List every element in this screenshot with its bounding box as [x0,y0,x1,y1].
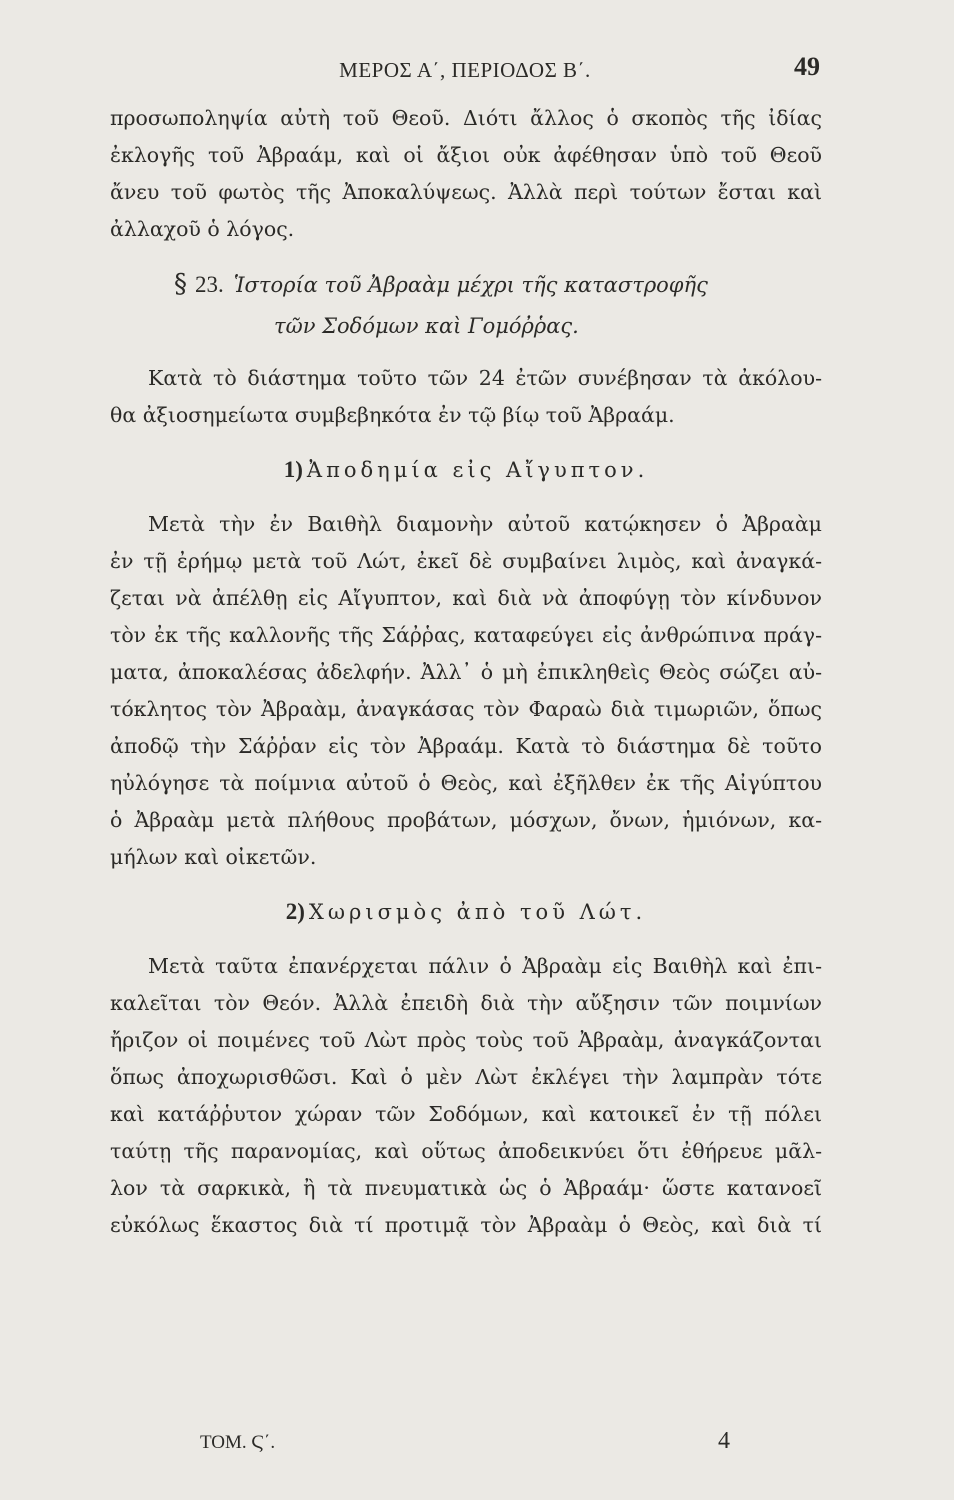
page-footer [200,1428,730,1464]
text-line: Κατὰ τὸ διάστημα τοῦτο τῶν 24 ἐτῶν συνέβησαν τὰ ἀκόλου- [148,366,822,390]
text-line: ἤριζον οἱ ποιμένες τοῦ Λὼτ πρὸς τοὺς τοῦ Ἀβραὰμ, ἀναγκάζονται [110,1028,822,1052]
spacer [110,876,822,890]
subsection-heading [110,448,822,492]
text-line: τόκλητος τὸν Ἀβραὰμ, ἀναγκάσας τὸν Φαραὼ διὰ τιμωριῶν, ὅπως [110,697,822,721]
text-line: μήλων καὶ οἰκετῶν. [110,845,317,869]
page-number: 49 [794,52,820,81]
text-line: καὶ κατάῤῥυτον χώραν τῶν Σοδόμων, καὶ κατοικεῖ ἐν τῇ πόλει [110,1102,822,1126]
text-line: ματα, ἀποκαλέσας ἀδελφήν. Ἀλλ᾽ ὁ μὴ ἐπικληθεὶς Θεὸς σώζει αὐ- [110,660,822,684]
text-line: Μετὰ τὴν ἐν Βαιθὴλ διαμονὴν αὐτοῦ κατῴκησεν ὁ Ἀβραὰμ [148,512,822,536]
spacer [110,434,822,448]
subsection-heading [110,890,822,934]
text-line: λον τὰ σαρκικὰ, ἢ τὰ πνευματικὰ ὡς ὁ Ἀβραάμ· ὥστε κατανοεῖ [110,1176,822,1200]
subsection-number: 2) [285,899,305,924]
sheet-number: 4 [718,1428,730,1454]
text-line: τὸν ἐκ τῆς καλλονῆς τῆς Σάῤῥας, καταφεύγει εἰς ἀνθρώπινα πράγ- [110,623,822,647]
text-line: ὁ Ἀβραὰμ μετὰ πλήθους προβάτων, μόσχων, ὄνων, ἡμιόνων, κα- [110,808,822,832]
subsection-number: 1) [283,457,303,482]
text-line: Μετὰ ταῦτα ἐπανέρχεται πάλιν ὁ Ἀβραὰμ εἰς Βαιθὴλ καὶ ἐπι- [148,954,822,978]
text-line: ἄνευ τοῦ φωτὸς τῆς Ἀποκαλύψεως. Ἀλλὰ περὶ τούτων ἔσται καὶ [110,180,822,204]
subsection-title: Ἀποδημία εἰς Αἴγυπτον. [306,458,649,482]
spacer [110,492,822,506]
running-head: ΜΕΡΟΣ Α΄, ΠΕΡΙΟΔΟΣ Β΄. [339,58,591,82]
text-line: θα ἀξιοσημείωτα συμβεβηκότα ἐν τῷ βίῳ τοῦ Ἀβραάμ. [110,403,675,427]
section-number: 23. [195,272,224,297]
section-title-continued: τῶν Σοδόμων καὶ Γομόῤῥας. [274,314,579,338]
text-line: ἀλλαχοῦ ὁ λόγος. [110,217,295,241]
spacer [110,934,822,948]
section-heading [110,262,822,306]
section-title: Ἱστορία τοῦ Ἀβραὰμ μέχρι τῆς καταστροφῆς [233,273,708,297]
text-line: προσωποληψία αὐτὴ τοῦ Θεοῦ. Διότι ἄλλος ὁ σκοπὸς τῆς ἰδίας [110,106,822,130]
text-line: ζεται νὰ ἀπέλθῃ εἰς Αἴγυπτον, καὶ διὰ νὰ ἀποφύγῃ τὸν κίνδυνον [110,586,822,610]
text-line: ἀποδῷ τὴν Σάῤῥαν εἰς τὸν Ἀβραάμ. Κατὰ τὸ διάστημα δὲ τοῦτο [110,734,822,758]
text-line: καλεῖται τὸν Θεόν. Ἀλλὰ ἐπειδὴ διὰ τὴν αὔξησιν τῶν ποιμνίων [110,991,822,1015]
text-line: ἐν τῇ ἐρήμῳ μετὰ τοῦ Λώτ, ἐκεῖ δὲ συμβαίνει λιμὸς, καὶ ἀναγκά- [110,549,822,573]
section-mark: § [174,269,187,299]
text-line: ἐκλογῆς τοῦ Ἀβραάμ, καὶ οἱ ἄξιοι οὐκ ἀφέθησαν ὑπὸ τοῦ Θεοῦ [110,143,822,167]
text-line: ταύτῃ τῆς παρανομίας, καὶ οὕτως ἀποδεικνύει ὅτι ἐθήρευε μᾶλ- [110,1139,822,1163]
page-header [110,52,820,88]
subsection-title: Χωρισμὸς ἀπὸ τοῦ Λώτ. [308,900,647,924]
text-line: εὐκόλως ἕκαστος διὰ τί προτιμᾷ τὸν Ἀβραὰμ ὁ Θεὸς, καὶ διὰ τί [110,1213,822,1237]
volume-signature: ΤΟΜ. Ϛ΄. [200,1432,276,1453]
spacer [110,346,822,360]
text-line: ηὐλόγησε τὰ ποίμνια αὐτοῦ ὁ Θεὸς, καὶ ἐξῆλθεν ἐκ τῆς Αἰγύπτου [110,771,822,795]
body-text [110,100,822,1244]
text-line: ὅπως ἀποχωρισθῶσι. Καὶ ὁ μὲν Λὼτ ἐκλέγει τὴν λαμπρὰν τότε [110,1065,822,1089]
